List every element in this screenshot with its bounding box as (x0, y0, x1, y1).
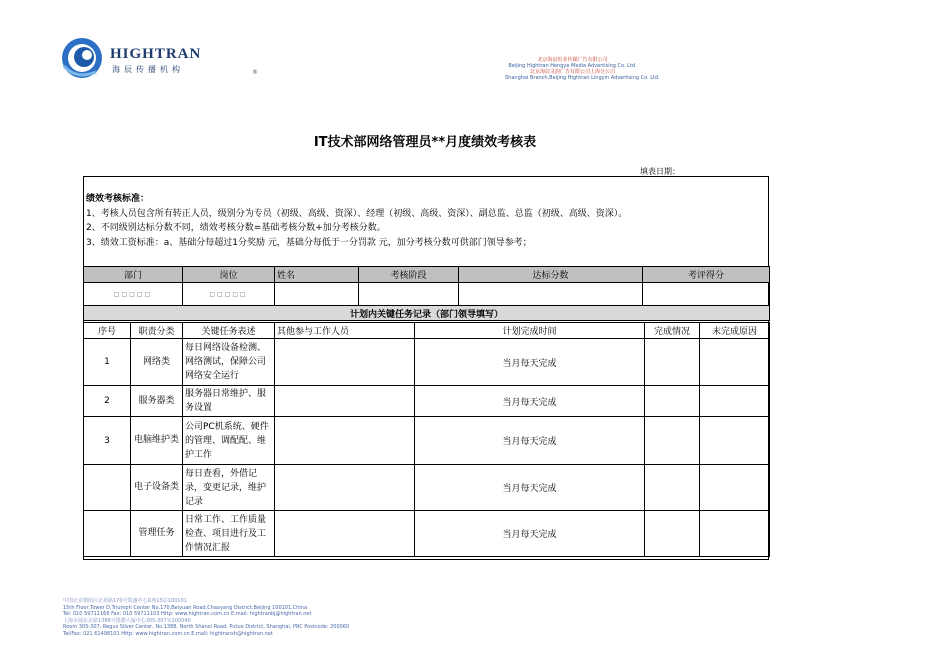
task-no: 1 (84, 339, 131, 386)
final-score-value[interactable] (643, 283, 770, 306)
position-value[interactable]: □□□□□ (183, 283, 275, 306)
task-header-row (84, 323, 770, 339)
company-names (505, 57, 660, 81)
footer-address (63, 598, 349, 637)
header-department: 部门 (84, 267, 183, 283)
target-score-value[interactable] (459, 283, 643, 306)
table-row (84, 417, 770, 465)
col-category: 职责分类 (131, 323, 183, 339)
fill-date-label: 填表日期： (640, 167, 680, 176)
footer-line-6: Tel/Fax: 021 61498101 Http: www.hightran.com.cn E.mail: hightransh@hightran.net (63, 630, 273, 637)
task-desc: 每日查看，外借记录，变更记录，维护记录 (183, 465, 275, 511)
table-row (84, 339, 770, 386)
standard-heading: 绩效考核标准： (86, 194, 150, 204)
col-completion: 完成情况 (645, 323, 700, 339)
info-value-row (84, 283, 770, 306)
col-reason: 未完成原因 (700, 323, 770, 339)
task-participants[interactable] (275, 339, 415, 386)
task-reason[interactable] (700, 511, 770, 557)
task-reason[interactable] (700, 417, 770, 465)
task-category: 网络类 (131, 339, 183, 386)
footer-line-2: 15th Floor,Tower D,Triumph Center No.170,Beiyuan Road,Chaoyang District,Beijing 100101,China (63, 604, 308, 611)
task-time: 当月每天完成 (415, 465, 645, 511)
footer-line-4: 上海市浦东北路1388号银都大厦中心305-307室200040 (63, 617, 191, 624)
task-time: 当月每天完成 (415, 511, 645, 557)
task-no: 3 (84, 417, 131, 465)
task-category: 电脑维护类 (131, 417, 183, 465)
name-value[interactable] (275, 283, 359, 306)
section-title: 计划内关键任务记录（部门领导填写） (84, 306, 770, 321)
task-completion[interactable] (645, 417, 700, 465)
company-name-1: 北京海辰恒业传媒广告有限公司 (537, 57, 608, 63)
info-table (83, 266, 770, 321)
task-desc: 公司PC机系统、硬件的管理、调配配、维护工作 (183, 417, 275, 465)
task-table (83, 322, 770, 557)
task-reason[interactable] (700, 386, 770, 417)
task-time: 当月每天完成 (415, 339, 645, 386)
registered-mark: ® (252, 69, 258, 76)
company-logo (60, 36, 258, 82)
page-title: IT技术部网络管理员**月度绩效考核表 (313, 135, 537, 150)
task-completion[interactable] (645, 386, 700, 417)
table-row (84, 465, 770, 511)
footer-line-1: 中国北京朝阳区北苑路170号凯盛中心D座15层100101 (63, 598, 187, 604)
company-name-1-en: Beijing Hightran Hengye Media Advertising Co. Ltd. (508, 63, 637, 69)
table-row (84, 511, 770, 557)
company-name-2-en: Shanghai Branch,Beijing Hightran Lingyin Advertising Co. Ltd. (505, 75, 660, 81)
logo-text-cn: 海辰传播机构 (112, 65, 184, 74)
task-participants[interactable] (275, 386, 415, 417)
col-no: 序号 (84, 323, 131, 339)
header-final-score: 考评得分 (643, 267, 770, 283)
task-category: 服务器类 (131, 386, 183, 417)
task-time: 当月每天完成 (415, 386, 645, 417)
task-desc: 每日网络设备检测、网络测试，保障公司网络安全运行 (183, 339, 275, 386)
task-participants[interactable] (275, 465, 415, 511)
task-participants[interactable] (275, 511, 415, 557)
task-reason[interactable] (700, 465, 770, 511)
header-stage: 考核阶段 (359, 267, 459, 283)
company-name-2: 北京海辰灵韵广告有限公司上海分公司 (529, 69, 615, 75)
stage-value[interactable] (359, 283, 459, 306)
footer-line-3: Tel: 010 59711166 Fax: 010 59711103 Http: www.hightran.com.cn E.mail: hightranbj@hightran.net (63, 611, 312, 617)
footer-line-5: Room 305-307, Regus Silver Center, No.1388, North Shanxi Road, Putuo District, Shanghai, PRC Postcode: 200060 (63, 624, 350, 630)
task-category: 管理任务 (131, 511, 183, 557)
col-task-desc: 关键任务表述 (183, 323, 275, 339)
task-no: 2 (84, 386, 131, 417)
standard-item-2: 2、不同级别达标分数不同，绩效考核分数=基础考核分数+加分考核分数。 (86, 223, 386, 233)
col-planned-time: 计划完成时间 (415, 323, 645, 339)
task-category: 电子设备类 (131, 465, 183, 511)
header-position: 岗位 (183, 267, 275, 283)
assessment-standard (86, 192, 627, 250)
task-desc: 服务器日常维护、服务设置 (183, 386, 275, 417)
task-completion[interactable] (645, 339, 700, 386)
task-completion[interactable] (645, 511, 700, 557)
info-header-row (84, 267, 770, 283)
header-target-score: 达标分数 (459, 267, 643, 283)
logo-swirl-icon (60, 36, 104, 80)
section-title-row (84, 306, 770, 321)
table-row (84, 386, 770, 417)
standard-item-3: 3、绩效工资标准：a、基础分每超过1分奖励 元，基础分每低于一分罚款 元，加分考核分数可供部门领导参考； (86, 237, 532, 248)
standard-item-1: 1、考核人员包含所有转正人员，级别分为专员（初级、高级、资深）、经理（初级、高级、资深）、副总监、总监（初级、高级、资深）。 (86, 208, 628, 219)
task-reason[interactable] (700, 339, 770, 386)
department-value[interactable]: □□□□□ (84, 283, 183, 306)
col-participants: 其他参与工作人员 (275, 323, 415, 339)
task-desc: 日常工作、工作质量检查、项目进行及工作情况汇报 (183, 511, 275, 557)
task-no (84, 511, 131, 557)
task-time: 当月每天完成 (415, 417, 645, 465)
logo-text-en: HIGHTRAN (110, 46, 202, 62)
task-participants[interactable] (275, 417, 415, 465)
task-no (84, 465, 131, 511)
task-completion[interactable] (645, 465, 700, 511)
header-name: 姓名 (275, 267, 359, 283)
